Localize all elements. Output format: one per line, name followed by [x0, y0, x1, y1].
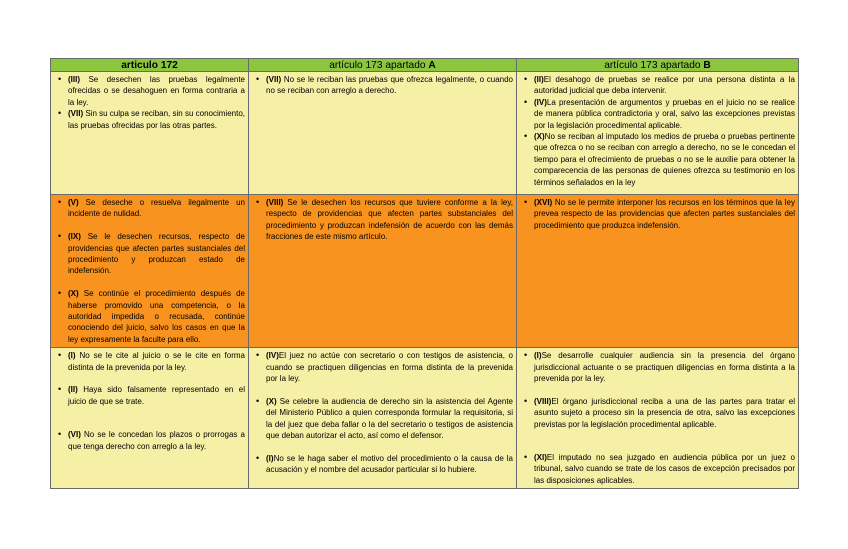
- list-item: • (VIII)El órgano jurisdiccional reciba a una de las partes para tratar el asunto sujeto a proceso sin la presencia de otra, salvo las excepciones previstas por la legislación procedimental aplicable.: [534, 396, 795, 430]
- list-item: • (XI)El imputado no sea juzgado en audiencia pública por un juez o tribunal, salvo cuando se trate de los casos de excepción precisados por las disposiciones aplicables.: [534, 452, 795, 486]
- list-item: • (II) Haya sido falsamente representado en el juicio de que se trate.: [68, 384, 245, 407]
- list-item: • (X)No se reciban al imputado los medios de prueba o pruebas pertinente que ofrezca o no se reciban con arreglo a derecho, no se le concedan el tiempo para el ofrecimiento de pruebas o no se le auxilie para obtener la comparecencia de las personas de quienes ofrezca su testimonio en los términos señalados en la ley: [534, 131, 795, 188]
- list-item: • (VI) No se le concedan los plazos o prorrogas a que tenga derecho con arreglo a la ley.: [68, 429, 245, 452]
- list-item: • (I)No se le haga saber el motivo del procedimiento o la causa de la acusación y el nombre del acusador particular si lo hubiere.: [266, 453, 513, 476]
- header-articulo-172: articulo 172: [51, 59, 249, 72]
- list-item: • (I) No se le cite al juicio o se le cite en forma distinta de la prevenida por la ley.: [68, 350, 245, 373]
- cell-173-a: [249, 195, 517, 348]
- table-row: [51, 195, 799, 348]
- list-item: • (V) Se deseche o resuelva ilegalmente un incidente de nulidad.: [68, 197, 245, 220]
- table-row: [51, 72, 799, 195]
- list-item: • (IX) Se le desechen recursos, respecto de providencias que afecten partes sustanciales del procedimiento y produzcan estado de indefensión.: [68, 231, 245, 277]
- list-item: • (X) Se celebre la audiencia de derecho sin la asistencia del Agente del Ministerio Público a quien corresponda formular la requisitoria, si la del juez que deba fallar o la del secretario o testigos de asistencia que deban autorizar el acto, así como el defensor.: [266, 396, 513, 442]
- list-item: • (VII) Sin su culpa se reciban, sin su conocimiento, las pruebas ofrecidas por las otras partes.: [68, 108, 245, 131]
- table-row: [51, 348, 799, 489]
- header-articulo-173-a: artículo 173 apartado A: [249, 59, 517, 72]
- list-item: • (VIII) Se le desechen los recursos que tuviere conforme a la ley, respecto de providencias que afecten partes substanciales del procedimiento y produzcan indefensión de acuerdo con las demás fracciones de este mismo artículo.: [266, 197, 513, 243]
- list-item: • (II)El desahogo de pruebas se realice por una persona distinta a la autoridad judicial que deba intervenir.: [534, 74, 795, 97]
- cell-172: [51, 72, 249, 195]
- list-item: • (XVI) No se le permite interponer los recursos en los términos que la ley prevea respecto de las providencias que afecten partes sustanciales del procedimiento que produzca indefensión.: [534, 197, 795, 231]
- header-articulo-173-b: artículo 173 apartado B: [517, 59, 799, 72]
- cell-173-a: [249, 72, 517, 195]
- cell-173-b: [517, 195, 799, 348]
- header-row: [51, 59, 799, 72]
- list-item: • (VII) No se le reciban las pruebas que ofrezca legalmente, o cuando no se reciban con arreglo a derecho.: [266, 74, 513, 97]
- list-item: • (IV)El juez no actúe con secretario o con testigos de asistencia, o cuando se practiquen diligencias en forma distinta de la prevenida por la ley.: [266, 350, 513, 384]
- list-item: • (I)Se desarrolle cualquier audiencia sin la presencia del órgano jurisdiccional actuante o se practiquen diligencias en forma distinta a la prevenida por la ley.: [534, 350, 795, 384]
- cell-173-b: [517, 72, 799, 195]
- list-item: • (III) Se desechen las pruebas legalmente ofrecidas o se desahoguen en forma contraria a la ley.: [68, 74, 245, 108]
- cell-173-a: [249, 348, 517, 489]
- list-item: • (IV)La presentación de argumentos y pruebas en el juicio no se realice de manera pública contradictoria y oral, salvo las excepciones previstas por la legislación procedimental aplicable.: [534, 97, 795, 131]
- cell-173-b: [517, 348, 799, 489]
- cell-172: [51, 195, 249, 348]
- cell-172: [51, 348, 249, 489]
- comparison-table: [50, 58, 799, 489]
- list-item: • (X) Se continúe el procedimiento después de haberse promovido una competencia, o la autoridad impedida o recusada, continúe conociendo del juicio, salvo los casos en que la ley expresamente la faculte para ello.: [68, 288, 245, 345]
